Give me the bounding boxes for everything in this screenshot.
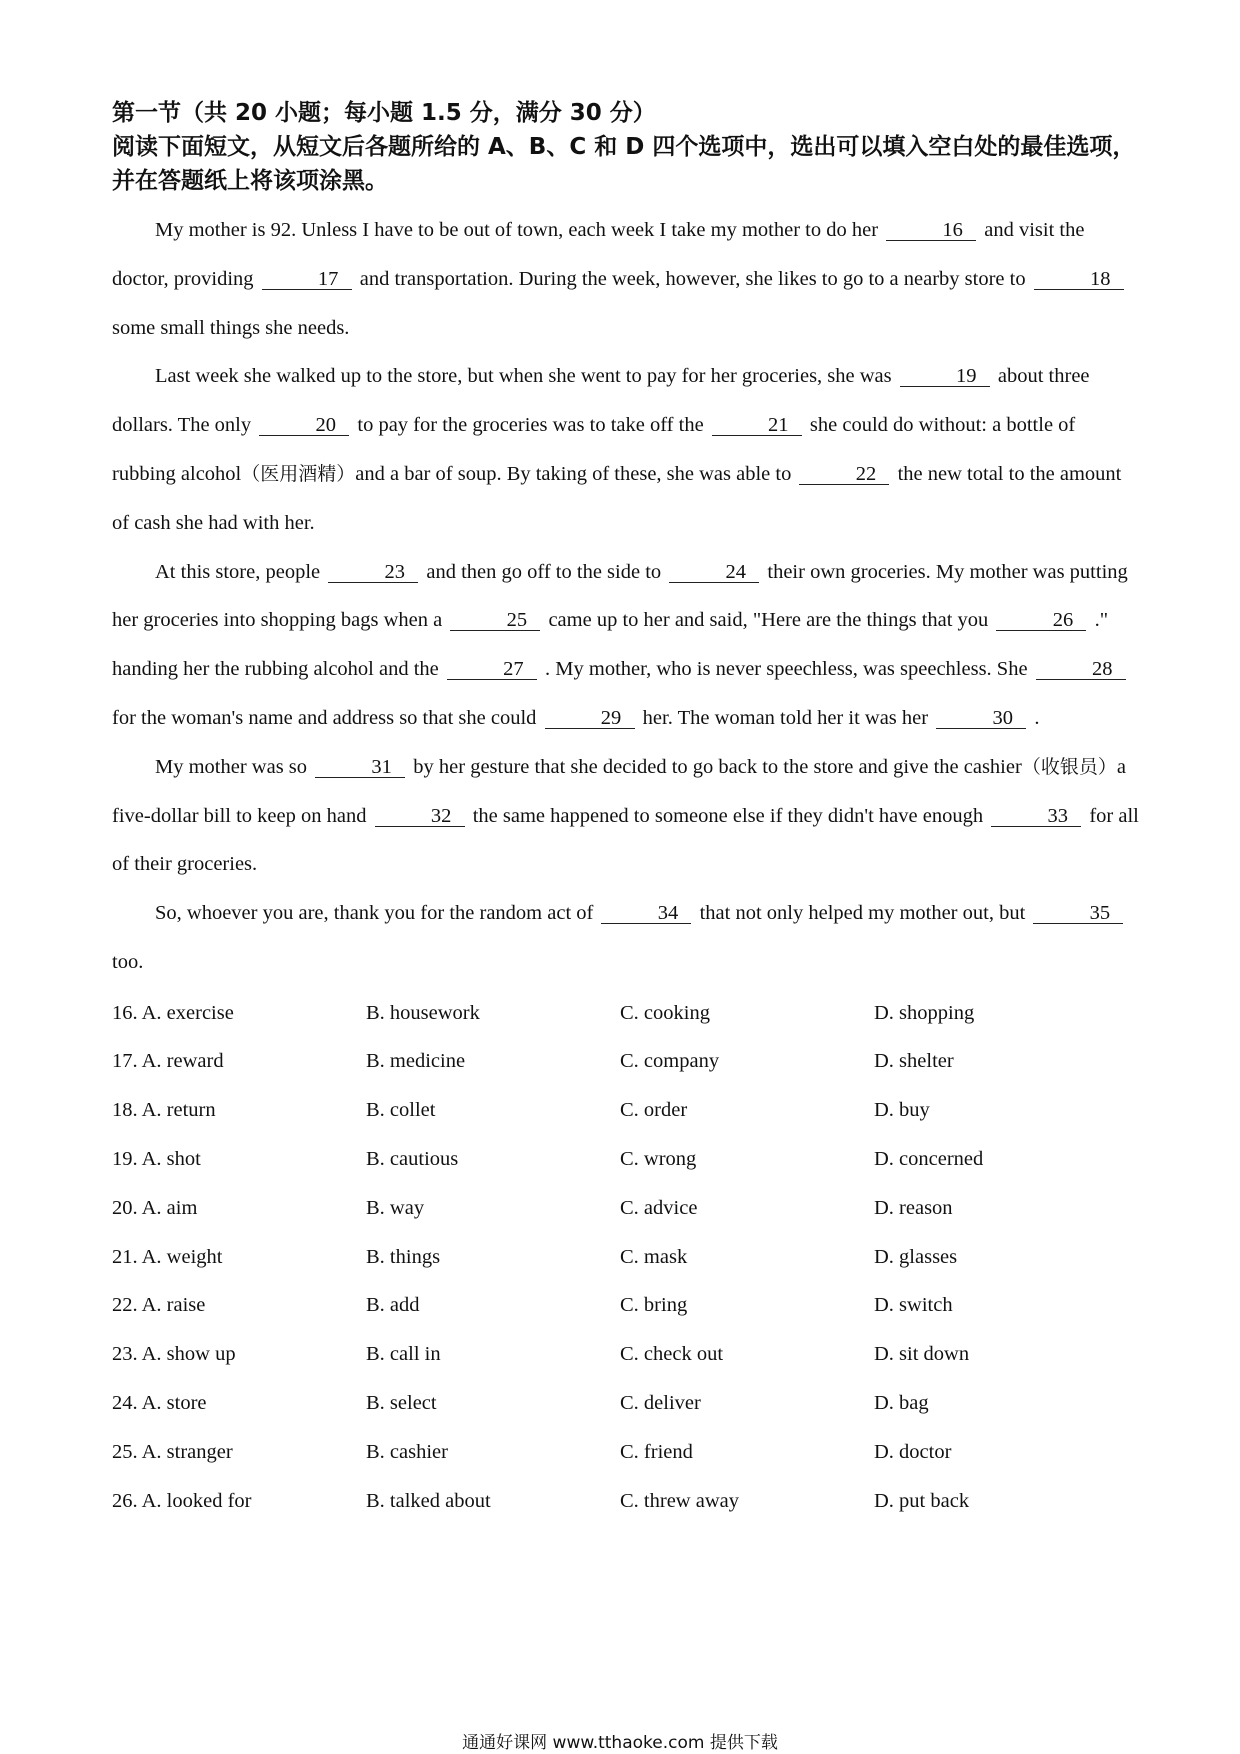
option-a: 25. A. stranger	[112, 1440, 233, 1463]
question-row	[112, 1330, 1142, 1379]
blank-21: 21	[712, 415, 802, 436]
paragraph-1	[112, 206, 1142, 352]
question-row	[112, 1086, 1142, 1135]
passage-text: for the woman's name and address so that she could	[112, 706, 537, 729]
passage-text: to pay for the groceries was to take off the	[357, 414, 704, 437]
passage-text: by her gesture that she decided to go back to the store and give the cashier	[413, 755, 1022, 778]
passage-text: and visit the doctor, providing	[112, 219, 1085, 290]
option-a: 21. A. weight	[112, 1245, 223, 1268]
blank-32: 32	[375, 806, 465, 827]
option-d: D. reason	[874, 1196, 953, 1219]
option-b: B. cashier	[366, 1440, 448, 1463]
option-c: C. advice	[620, 1196, 698, 1219]
passage-text: Last week she walked up to the store, but when she went to pay for her groceries, she was	[155, 365, 892, 388]
question-row	[112, 1477, 1142, 1526]
blank-34: 34	[601, 903, 691, 924]
passage-text: the same happened to someone else if they didn't have enough	[472, 804, 984, 827]
paragraph-3	[112, 548, 1142, 743]
passage-text: a five-dollar bill to keep on hand	[112, 755, 1126, 827]
option-a: 26. A. looked for	[112, 1489, 252, 1512]
blank-16: 16	[886, 220, 976, 241]
passage-text: So, whoever you are, thank you for the random act of	[155, 902, 594, 925]
paragraph-4	[112, 743, 1142, 889]
paragraph-5	[112, 889, 1142, 987]
option-d: D. shelter	[874, 1050, 954, 1073]
option-d: D. concerned	[874, 1148, 984, 1171]
passage-text: that not only helped my mother out, but	[699, 902, 1026, 925]
option-c: C. order	[620, 1099, 688, 1122]
question-row	[112, 1184, 1142, 1233]
option-c: C. company	[620, 1050, 720, 1073]
option-a: 23. A. show up	[112, 1343, 236, 1366]
option-d: D. bag	[874, 1392, 929, 1415]
question-row	[112, 989, 1142, 1038]
blank-22: 22	[799, 464, 889, 485]
blank-29: 29	[545, 708, 635, 729]
passage-text: some small things she needs.	[112, 316, 350, 339]
option-b: B. medicine	[366, 1050, 466, 1073]
option-b: B. way	[366, 1196, 425, 1219]
passage-text: and transportation. During the week, however, she likes to go to a nearby store to	[359, 267, 1026, 290]
blank-24: 24	[669, 562, 759, 583]
chinese-gloss: （收银员）	[1021, 755, 1117, 778]
blank-31: 31	[315, 757, 405, 778]
blank-35: 35	[1033, 903, 1123, 924]
footer-source: 通通好课网 www.tthaoke.com 提供下载	[462, 1733, 778, 1753]
option-a: 17. A. reward	[112, 1050, 224, 1073]
blank-17: 17	[262, 269, 352, 290]
blank-20: 20	[259, 415, 349, 436]
passage-text: her. The woman told her it was her	[642, 706, 929, 729]
passage-text: for all of their groceries.	[112, 804, 1139, 876]
option-c: C. deliver	[620, 1392, 701, 1415]
passage-text: My mother was so	[155, 755, 308, 778]
option-d: D. buy	[874, 1099, 930, 1122]
option-c: C. threw away	[620, 1489, 739, 1512]
document-page	[112, 96, 1142, 1526]
option-a: 22. A. raise	[112, 1294, 206, 1317]
option-c: C. wrong	[620, 1148, 697, 1171]
passage-text: My mother is 92. Unless I have to be out of town, each week I take my mother to do her	[155, 219, 879, 241]
passage-text: . My mother, who is never speechless, was speechless. She	[545, 658, 1028, 681]
option-d: D. put back	[874, 1489, 970, 1512]
blank-27: 27	[447, 659, 537, 680]
passage-text: At this store, people	[155, 560, 321, 583]
question-row	[112, 1282, 1142, 1331]
answer-options	[112, 989, 1142, 1526]
passage-text: and then go off to the side to	[426, 560, 662, 583]
option-d: D. doctor	[874, 1440, 952, 1463]
passage-text: the new total to the amount of cash she had with her.	[112, 462, 1122, 534]
question-row	[112, 1233, 1142, 1282]
option-d: D. glasses	[874, 1245, 958, 1268]
option-b: B. cautious	[366, 1148, 459, 1171]
option-b: B. call in	[366, 1343, 441, 1366]
question-row	[112, 1379, 1142, 1428]
blank-25: 25	[450, 610, 540, 631]
option-c: C. cooking	[620, 1001, 710, 1024]
passage-text: came up to her and said, "Here are the things that you	[548, 609, 989, 632]
option-a: 20. A. aim	[112, 1196, 198, 1219]
option-b: B. things	[366, 1245, 441, 1268]
passage-text: ." handing her the rubbing alcohol and the	[112, 609, 1109, 681]
passage-text: too.	[112, 950, 144, 973]
option-a: 16. A. exercise	[112, 1001, 234, 1024]
question-row	[112, 1428, 1142, 1477]
option-d: D. sit down	[874, 1343, 970, 1366]
option-b: B. collet	[366, 1099, 436, 1122]
option-b: B. select	[366, 1392, 437, 1415]
option-c: C. check out	[620, 1343, 724, 1366]
option-a: 18. A. return	[112, 1099, 216, 1122]
blank-19: 19	[900, 366, 990, 387]
blank-30: 30	[936, 708, 1026, 729]
passage-text: their own groceries. My mother was putting her groceries into shopping bags when a	[112, 560, 1128, 632]
question-row	[112, 1038, 1142, 1087]
chinese-gloss: （医用酒精）	[241, 462, 356, 485]
blank-26: 26	[996, 610, 1086, 631]
passage-text: about three dollars. The only	[112, 365, 1090, 437]
option-a: 19. A. shot	[112, 1148, 201, 1171]
passage-text: .	[1034, 706, 1040, 729]
option-d: D. shopping	[874, 1001, 975, 1024]
passage-text: she could do without: a bottle of rubbing alcohol	[112, 414, 1076, 485]
blank-33: 33	[991, 806, 1081, 827]
cloze-passage	[112, 206, 1142, 987]
option-b: B. housework	[366, 1001, 480, 1024]
blank-23: 23	[328, 562, 418, 583]
option-c: C. bring	[620, 1294, 688, 1317]
section-instruction: 阅读下面短文，从短文后各题所给的 A、B、C 和 D 四个选项中，选出可以填入空白处的最佳选项，并在答题纸上将该项涂黑。	[112, 134, 1136, 194]
option-b: B. talked about	[366, 1489, 491, 1512]
blank-18: 18	[1034, 269, 1124, 290]
option-d: D. switch	[874, 1294, 953, 1317]
question-row	[112, 1135, 1142, 1184]
option-c: C. friend	[620, 1440, 693, 1463]
option-c: C. mask	[620, 1245, 688, 1268]
option-b: B. add	[366, 1294, 420, 1317]
blank-28: 28	[1036, 659, 1126, 680]
section-title: 第一节（共 20 小题；每小题 1.5 分，满分 30 分）	[112, 100, 656, 126]
option-a: 24. A. store	[112, 1392, 207, 1415]
passage-text: and a bar of soup. By taking of these, she was able to	[355, 462, 792, 485]
paragraph-2	[112, 352, 1142, 547]
